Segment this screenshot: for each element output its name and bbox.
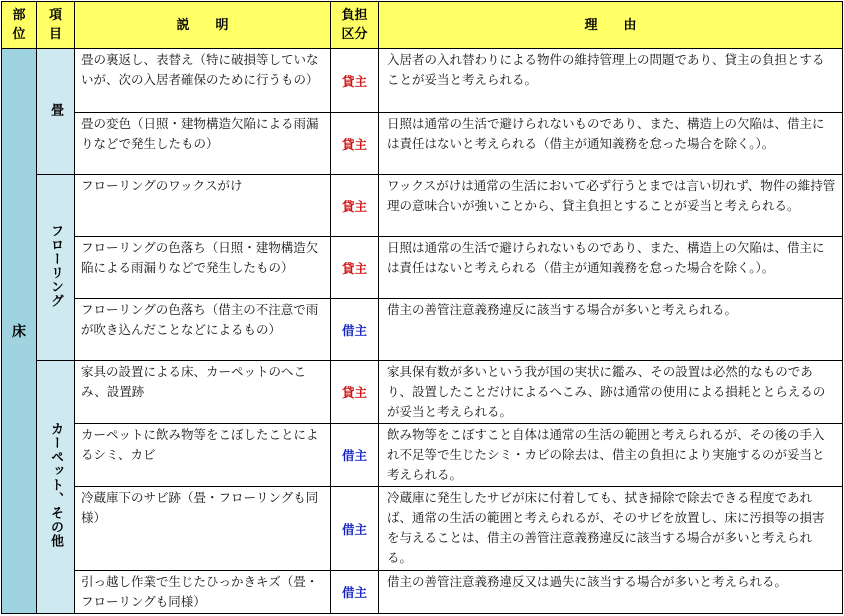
table-row bbox=[2, 571, 843, 614]
description-cell: フローリングの色落ち（借主の不注意で雨が吹き込んだことなどによるもの） bbox=[75, 299, 331, 361]
buui-label: 床 bbox=[12, 324, 26, 340]
table-row bbox=[2, 487, 843, 571]
description-cell: フローリングの色落ち（日照・建物構造欠陥による雨漏りなどで発生したもの） bbox=[75, 237, 331, 299]
burden-cell: 貸主 bbox=[331, 237, 379, 299]
burden-cell: 貸主 bbox=[331, 49, 379, 113]
table-row bbox=[2, 49, 843, 113]
burden-table bbox=[1, 1, 843, 614]
description-cell: 家具の設置による床、カーペットのへこみ、設置跡 bbox=[75, 361, 331, 424]
burden-cell: 借主 bbox=[331, 487, 379, 571]
category-carpet: カーペット、その他 bbox=[37, 361, 75, 614]
header-riyu: 理 由 bbox=[379, 2, 843, 49]
burden-cell: 貸主 bbox=[331, 175, 379, 237]
description-cell: 畳の変色（日照・建物構造欠陥による雨漏りなどで発生したもの） bbox=[75, 113, 331, 175]
description-cell: 冷蔵庫下のサビ跡（畳・フローリングも同様） bbox=[75, 487, 331, 571]
burden-cell: 借主 bbox=[331, 571, 379, 614]
description-cell: 畳の裏返し、表替え（特に破損等していないが、次の入居者確保のために行うもの） bbox=[75, 49, 331, 113]
description-cell: 引っ越し作業で生じたひっかきキズ（畳・フローリングも同様） bbox=[75, 571, 331, 614]
reason-cell: 家具保有数が多いという我が国の実状に鑑み、その設置は必然的なものであり、設置したことだけによるへこみ、跡は通常の使用による損耗ととらえるのが妥当と考えられる。 bbox=[379, 361, 843, 424]
reason-cell: 入居者の入れ替わりによる物件の維持管理上の問題であり、貸主の負担とすることが妥当と考えられる。 bbox=[379, 49, 843, 113]
header-futan: 負担 区分 bbox=[331, 2, 379, 49]
header-setsumei: 説 明 bbox=[75, 2, 331, 49]
table-row bbox=[2, 299, 843, 361]
buui-cell bbox=[2, 49, 37, 614]
table-row bbox=[2, 237, 843, 299]
burden-cell: 貸主 bbox=[331, 113, 379, 175]
reason-cell: 飲み物等をこぼすこと自体は通常の生活の範囲と考えられるが、その後の手入れ不足等で生じたシミ・カビの除去は、借主の負担により実施するのが妥当と考えられる。 bbox=[379, 424, 843, 487]
reason-cell: 借主の善管注意義務違反又は過失に該当する場合が多いと考えられる。 bbox=[379, 571, 843, 614]
reason-cell: 冷蔵庫に発生したサビが床に付着しても、拭き掃除で除去できる程度であれば、通常の生活の範囲と考えられるが、そのサビを放置し、床に汚損等の損害を与えることは、借主の善管注意義務違反に該当する場合が多いと考えられる。 bbox=[379, 487, 843, 571]
burden-cell: 貸主 bbox=[331, 361, 379, 424]
category-tatami: 畳 bbox=[37, 49, 75, 175]
table-row bbox=[2, 361, 843, 424]
header-koumoku: 項 目 bbox=[37, 2, 75, 49]
category-flooring: フローリング bbox=[37, 175, 75, 361]
header-buui: 部 位 bbox=[2, 2, 37, 49]
reason-cell: ワックスがけは通常の生活において必ず行うとまでは言い切れず、物件の維持管理の意味合いが強いことから、貸主負担とすることが妥当と考えられる。 bbox=[379, 175, 843, 237]
table-row bbox=[2, 113, 843, 175]
reason-cell: 借主の善管注意義務違反に該当する場合が多いと考えられる。 bbox=[379, 299, 843, 361]
header-row bbox=[2, 2, 843, 49]
reason-cell: 日照は通常の生活で避けられないものであり、また、構造上の欠陥は、借主には責任はないと考えられる（借主が通知義務を怠った場合を除く。）。 bbox=[379, 237, 843, 299]
table-row bbox=[2, 175, 843, 237]
burden-cell: 借主 bbox=[331, 424, 379, 487]
burden-cell: 借主 bbox=[331, 299, 379, 361]
table-row bbox=[2, 424, 843, 487]
description-cell: フローリングのワックスがけ bbox=[75, 175, 331, 237]
reason-cell: 日照は通常の生活で避けられないものであり、また、構造上の欠陥は、借主には責任はないと考えられる（借主が通知義務を怠った場合を除く。）。 bbox=[379, 113, 843, 175]
description-cell: カーペットに飲み物等をこぼしたことによるシミ、カビ bbox=[75, 424, 331, 487]
